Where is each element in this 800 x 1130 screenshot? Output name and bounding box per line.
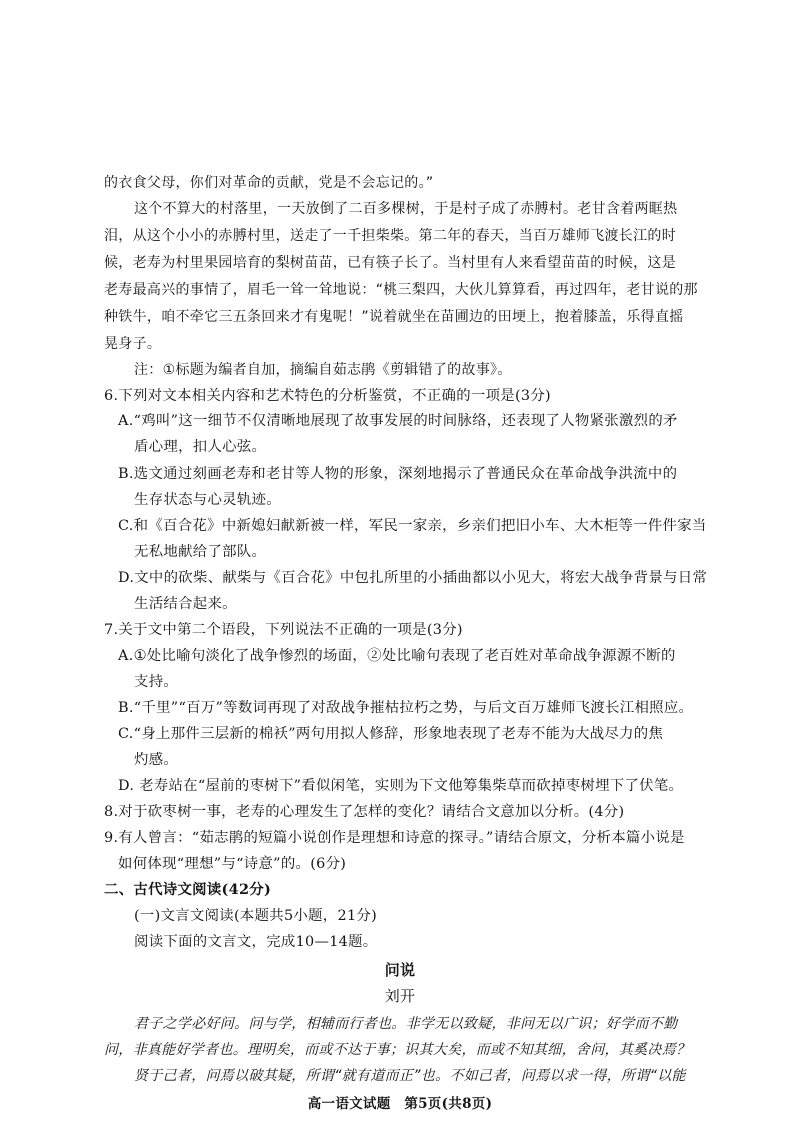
passage-line: 晃身子。 [104,336,162,352]
classical-line: 君子之学必好问。问与学，相辅而行者也。非学无以致疑，非问无以广识；好学而不勤 [134,1016,678,1032]
passage-line: 种铁牛，咱不牵它三五条回来才有鬼呢！”说着就坐在苗圃边的田埂上，抱着膝盖，乐得直摇 [104,309,684,325]
option-line: 盾心理，扣人心弦。 [134,439,267,455]
passage-line: 泪，从这个小小的赤膊村里，送走了一千担柴柴。第二年的春天，当百万雄师飞渡长江的时 [104,228,676,244]
classical-author: 刘开 [384,987,416,1005]
instruction: 阅读下面的文言文，完成10—14题。 [134,934,378,950]
classical-line: 问，非真能好学者也。理明矣，而或不达于事；识其大矣，而或不知其细，舍问，其奚决焉？ [104,1042,691,1058]
subsection-heading: (一)文言文阅读(本题共5小题，21分) [134,908,378,924]
question-stem-cont: 如何体现“理想”与“诗意”的。(6分) [118,856,347,872]
option-line: B.选文通过刻画老寿和老甘等人物的形象，深刻地揭示了普通民众在革命战争洪流中的 [118,466,678,482]
option-line: 支持。 [134,674,179,690]
source-note: 注：①标题为编者自加，摘编自茹志鹃《剪辑错了的故事》。 [134,362,512,378]
question-stem: 7.关于文中第二个语段，下列说法不正确的一项是(3分) [104,622,463,638]
option-line: B.“千里”“百万”等数词再现了对敌战争摧枯拉朽之势，与后文百万雄师飞渡长江相照应。 [118,700,694,716]
passage-line: 的衣食父母，你们对革命的贡献，党是不会忘记的。” [104,175,434,191]
question-stem: 8.对于砍枣树一事，老寿的心理发生了怎样的变化？请结合文意加以分析。(4分) [104,804,625,820]
option-line: 生活结合起来。 [134,596,237,612]
option-line: 生存状态与心灵轨迹。 [134,492,281,508]
option-line: D. 老寿站在“屋前的枣树下”看似闲笔，实则为下文他筹集柴草而砍掉枣树埋下了伏笔。 [118,778,684,794]
passage-line: 候，老寿为村里果园培育的梨树苗苗，已有筷子长了。当村里有人来看望苗苗的时候，这是 [104,255,676,271]
page-footer: 高一语文试题 第5页(共8页) [307,1096,493,1112]
option-line: 灼感。 [134,752,179,768]
option-line: A.①处比喻句淡化了战争惨烈的场面，②处比喻句表现了老百姓对革命战争源源不断的 [118,648,676,664]
option-line: C.“身上那件三层新的棉袄”两句用拟人修辞，形象地表现了老寿不能为大战尽力的焦 [118,726,664,742]
passage-line: 这个不算大的村落里，一天放倒了二百多棵树，于是村子成了赤膊村。老甘含着两眶热 [134,201,678,217]
question-stem: 6.下列对文本相关内容和艺术特色的分析鉴赏，不正确的一项是(3分) [104,388,551,404]
passage-line: 老寿最高兴的事情了，眉毛一耸一耸地说：“桃三梨四，大伙儿算算看，再过四年，老甘说的那 [104,282,698,298]
classical-line: 贤于己者，问焉以破其疑，所谓“就有道而正”也。不如己者，问焉以求一得，所谓“以能 [134,1068,686,1084]
section-heading: 二、古代诗文阅读(42分) [104,881,272,898]
option-line: C.和《百合花》中新媳妇献新被一样，军民一家亲，乡亲们把旧小车、大木柜等一件件家当 [118,518,707,534]
classical-title: 问说 [384,961,416,979]
question-stem: 9.有人曾言：“茹志鹃的短篇小说创作是理想和诗意的探寻。”请结合原文，分析本篇小说是 [104,830,685,846]
option-line: 无私地献给了部队。 [134,544,267,560]
option-line: A.“鸡叫”这一细节不仅清晰地展现了故事发展的时间脉络，还表现了人物紧张激烈的矛 [118,413,678,429]
option-line: D.文中的砍柴、献柴与《百合花》中包扎所里的小插曲都以小见大，将宏大战争背景与日常 [118,570,708,586]
